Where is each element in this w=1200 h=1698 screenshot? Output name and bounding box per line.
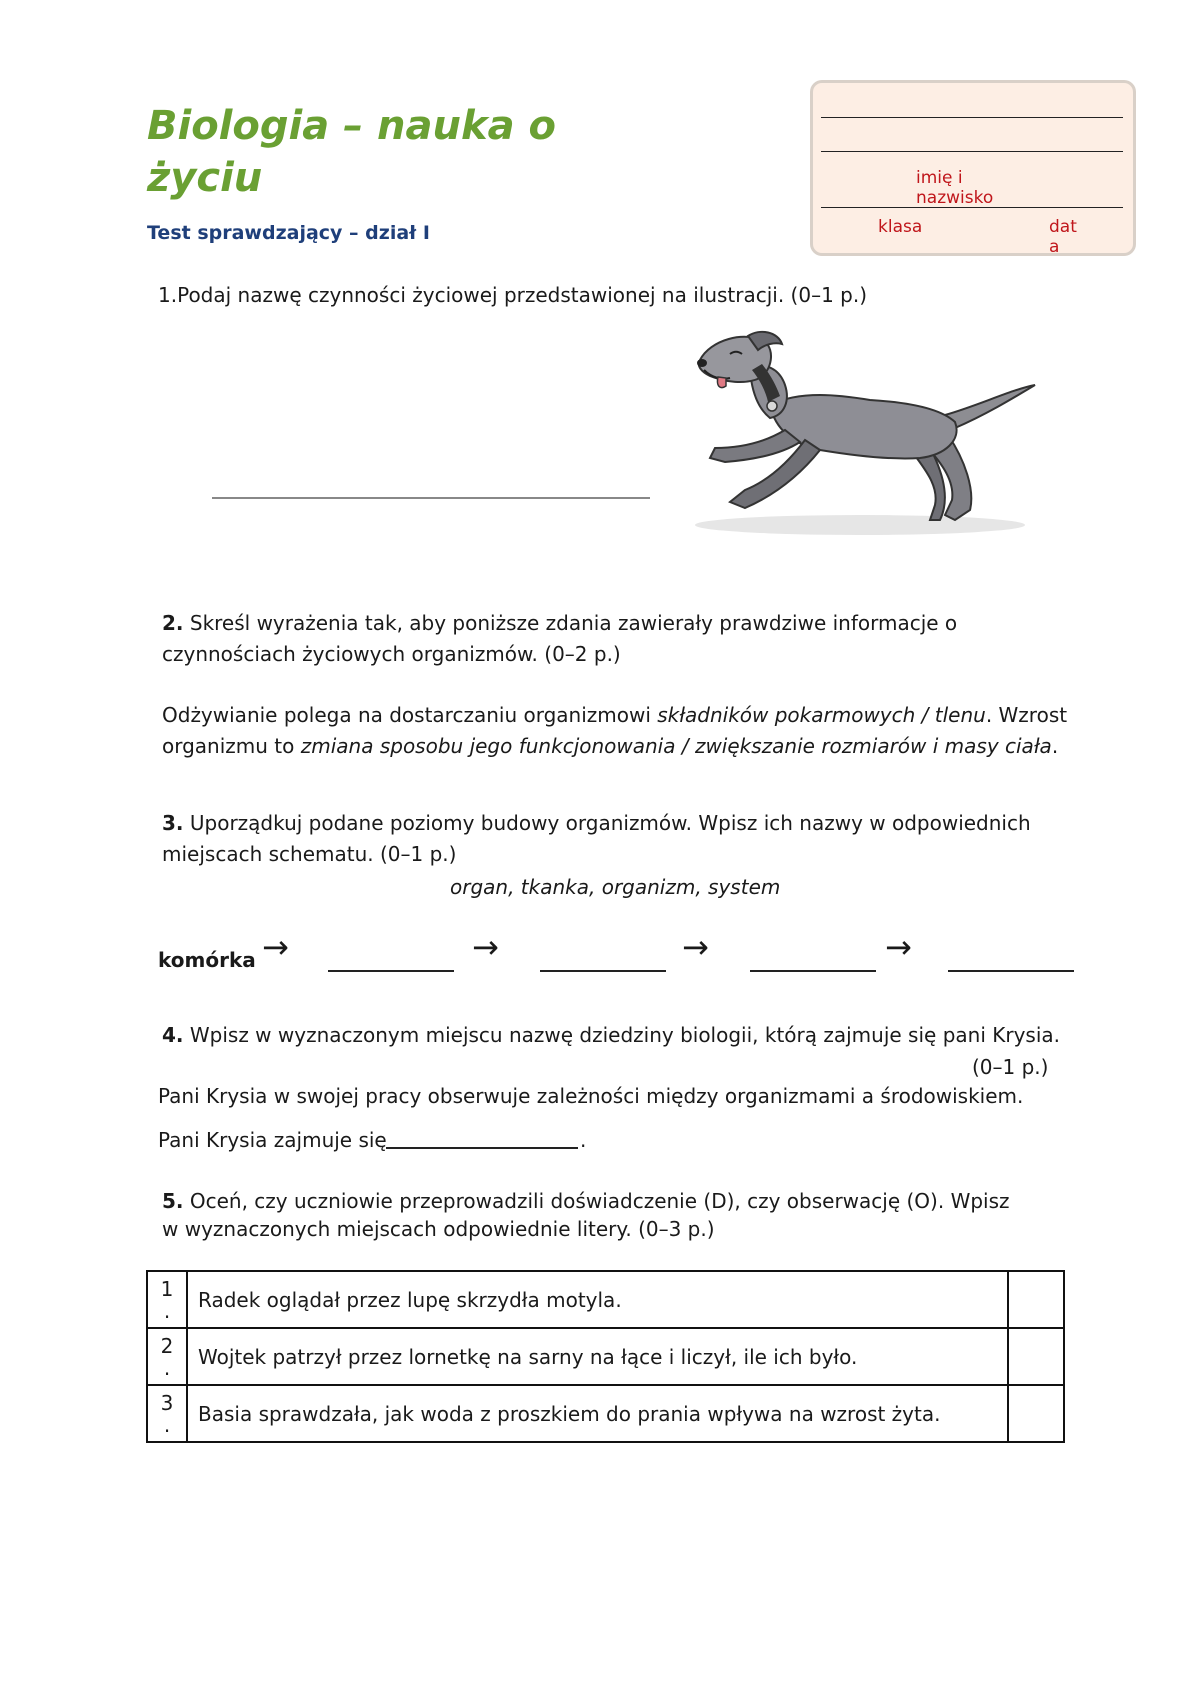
page-subtitle: Test sprawdzający – dział I	[147, 222, 430, 244]
scheme-blank-1[interactable]	[328, 970, 454, 972]
q4-answer-blank[interactable]	[386, 1147, 578, 1149]
row-number: 3 .	[147, 1385, 187, 1442]
question-number: 2.	[162, 611, 184, 635]
word-bank: organ, tkanka, organizm, system	[450, 875, 781, 899]
arrow-icon: →	[885, 928, 912, 966]
dog-nose	[697, 359, 707, 367]
dog-front-leg	[710, 430, 800, 462]
q4-context: Pani Krysia w swojej pracy obserwuje zależności między organizmami a środowiskiem.	[158, 1084, 1024, 1108]
question-text: Oceń, czy uczniowie przeprowadzili doświadczenie (D), czy obserwację (O). Wpisz	[189, 1189, 1010, 1213]
question-2	[162, 608, 1082, 670]
blank-line[interactable]	[821, 151, 1123, 152]
strike-options[interactable]: składników pokarmowych / tlenu	[657, 703, 986, 727]
table-row	[147, 1271, 1064, 1328]
row-number: 1 .	[147, 1271, 187, 1328]
answers-table	[146, 1270, 1065, 1443]
running-dog-illustration	[690, 330, 1045, 545]
question-number: 1.	[158, 283, 178, 307]
points-label: (0–1 p.)	[972, 1055, 1049, 1079]
question-5	[162, 1186, 1082, 1217]
scheme-blank-2[interactable]	[540, 970, 666, 972]
question-text: Uporządkuj podane poziomy budowy organizmów. Wpisz ich nazwy w odpowiednich miejscach schematu. (0–1 p.)	[162, 811, 1031, 866]
student-info-box	[810, 80, 1136, 256]
scheme-blank-4[interactable]	[948, 970, 1074, 972]
answer-line-q1[interactable]	[212, 497, 650, 499]
arrow-icon: →	[472, 928, 499, 966]
class-label: klasa	[878, 217, 923, 237]
dog-tongue	[717, 377, 726, 388]
scheme-start-label: komórka	[158, 948, 256, 972]
question-4	[162, 1020, 1082, 1051]
dog-collar-tag	[767, 401, 777, 411]
question-number: 5.	[162, 1189, 184, 1213]
row-text: Wojtek patrzył przez lornetkę na sarny na łące i liczył, ile ich było.	[187, 1328, 1008, 1385]
q4-prompt: Pani Krysia zajmuje się	[158, 1128, 387, 1152]
dog-shadow	[695, 515, 1025, 535]
question-number: 3.	[162, 811, 184, 835]
blank-line[interactable]	[821, 117, 1123, 118]
question-text: Podaj nazwę czynności życiowej przedstawionej na ilustracji. (0–1 p.)	[177, 283, 868, 307]
page-title: Biologia – nauka o życiu	[147, 103, 557, 201]
answer-cell[interactable]	[1008, 1385, 1064, 1442]
question-5-line2: w wyznaczonych miejscach odpowiednie litery. (0–3 p.)	[162, 1217, 715, 1241]
question-2-sentences	[162, 700, 1082, 762]
question-text: Wpisz w wyznaczonym miejscu nazwę dziedziny biologii, którą zajmuje się pani Krysia.	[189, 1023, 1061, 1047]
row-text: Radek oglądał przez lupę skrzydła motyla.	[187, 1271, 1008, 1328]
date-label: data	[1049, 217, 1077, 257]
strike-options[interactable]: zmiana sposobu jego funkcjonowania / zwiększanie rozmiarów i masy ciała	[300, 734, 1052, 758]
sentence-part: .	[1051, 734, 1059, 758]
table-row	[147, 1385, 1064, 1442]
sentence-part: Odżywianie polega na dostarczaniu organizmowi	[162, 703, 658, 727]
question-1	[158, 280, 867, 311]
answer-cell[interactable]	[1008, 1328, 1064, 1385]
table-row	[147, 1328, 1064, 1385]
scheme-blank-3[interactable]	[750, 970, 876, 972]
question-text: Skreśl wyrażenia tak, aby poniższe zdania zawierały prawdziwe informacje o czynnościach życiowych organizmów. (0–2 p.)	[162, 611, 958, 666]
name-label: imię i nazwisko	[916, 168, 994, 208]
answer-cell[interactable]	[1008, 1271, 1064, 1328]
sentence-part: . Wzrost organizmu to	[162, 703, 1068, 758]
arrow-icon: →	[262, 928, 289, 966]
arrow-icon: →	[682, 928, 709, 966]
question-number: 4.	[162, 1023, 184, 1047]
row-number: 2 .	[147, 1328, 187, 1385]
row-text: Basia sprawdzała, jak woda z proszkiem do prania wpływa na wzrost żyta.	[187, 1385, 1008, 1442]
q4-period: .	[580, 1128, 587, 1152]
dog-tail	[945, 385, 1035, 428]
name-line[interactable]	[821, 207, 1123, 208]
question-3	[162, 808, 1082, 870]
